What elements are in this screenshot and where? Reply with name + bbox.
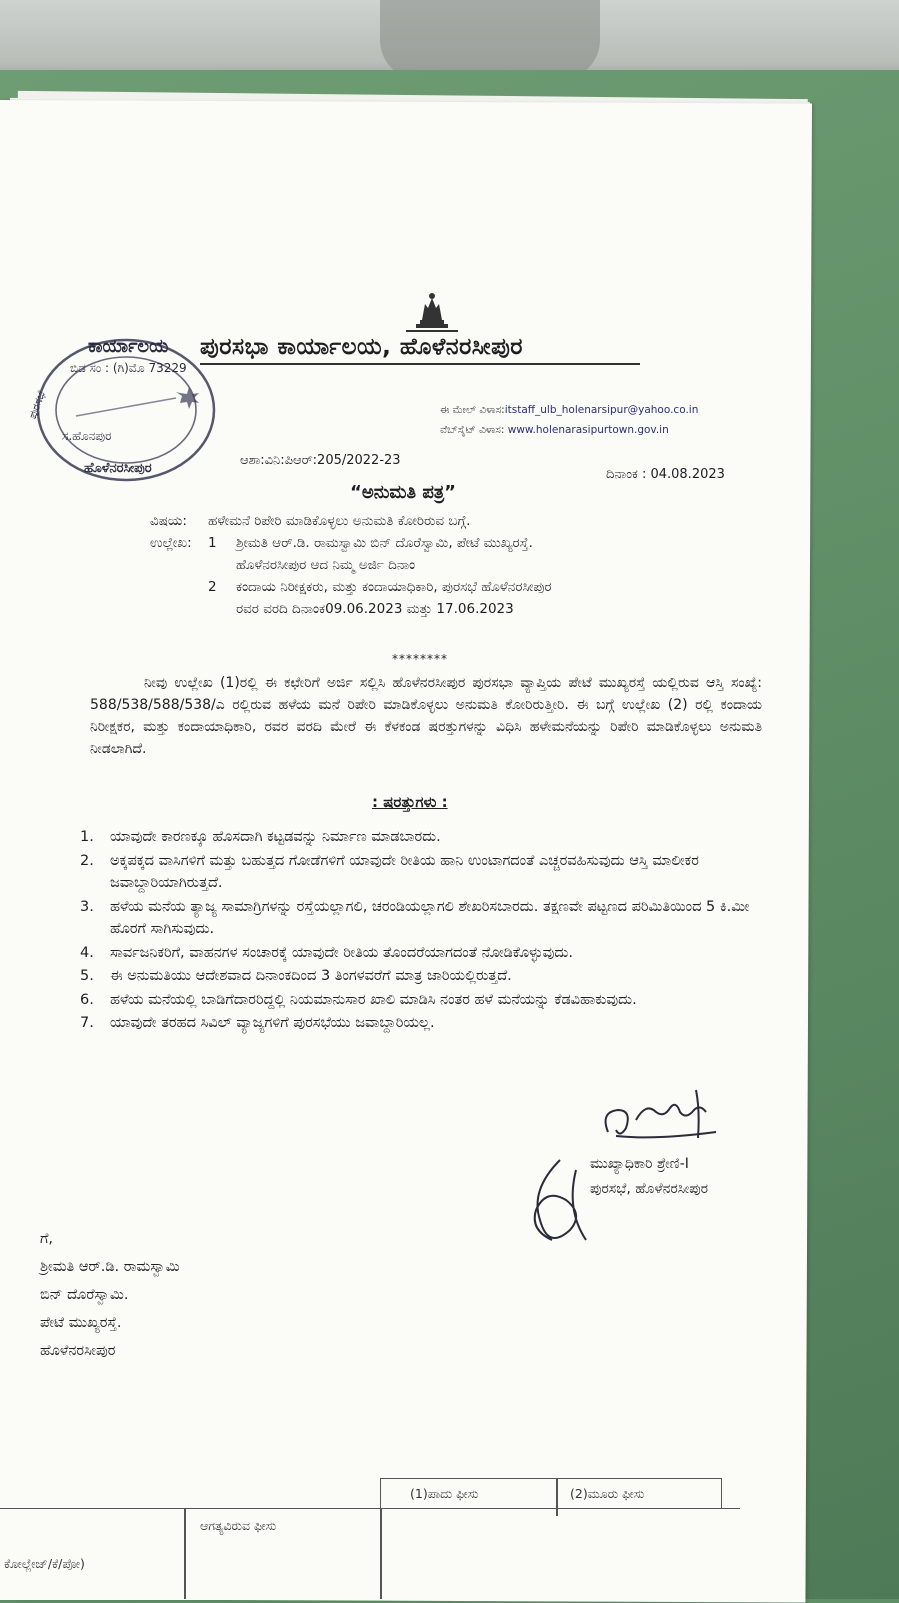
signatory-block bbox=[590, 1152, 708, 1202]
recipient-line: ಶ್ರೀಮತಿ ಆರ್.ಡಿ. ರಾಮಸ್ವಾಮಿ bbox=[40, 1259, 180, 1275]
website-url: www.holenarasipurtown.gov.in bbox=[507, 424, 669, 436]
reference-1 bbox=[150, 532, 552, 554]
subject-label: ವಿಷಯ: bbox=[150, 513, 187, 529]
condition-item: 6. ಹಳೆಯ ಮನೆಯಲ್ಲಿ ಬಾಡಿಗೆದಾರರಿದ್ದಲ್ಲಿ ನಿಯಮಾನುಸಾರ ಖಾಲಿ ಮಾಡಿಸಿ ನಂತರ ಹಳೆ ಮನೆಯನ್ನು ಕೆಡವಿಹಾಕುವುದು. bbox=[80, 991, 637, 1008]
reference-2-line2: ರವರ ವರದಿ ದಿನಾಂಕ09.06.2023 ಮತ್ತು 17.06.2023 bbox=[236, 601, 514, 617]
table-row bbox=[0, 1508, 740, 1600]
recipient-block bbox=[40, 1225, 180, 1365]
letter-date: ದಿನಾಂಕ : 04.08.2023 bbox=[606, 467, 725, 482]
signatory-office: ಪುರಸಭೆ, ಹೊಳೆನರಸೀಪುರ bbox=[590, 1181, 709, 1197]
body-paragraph: ನೀವು ಉಲ್ಲೇಖ (1)ರಲ್ಲಿ ಈ ಕಛೇರಿಗೆ ಅರ್ಜಿ ಸಲ್ಲಿಸಿ ಹೊಳೆನರಸೀಪುರ ಪುರಸಭಾ ವ್ಯಾಪ್ತಿಯ ಪೇಟೆ ಮುಖ್ಯರಸ್ತೆ ಯಲ್ಲಿರುವ ಆಸ್ತಿ ಸಂಖ್ಯೆ: 588/538/588/538/ಎ ರಲ್ಲಿರುವ ಹಳೆಯ ಮನೆ ರಿಪೇರಿ ಮಾಡಿಕೊಳ್ಳಲು ಅನುಮತಿ ಕೋರಿರುತ್ತೀರಿ. ಈ ಬಗ್ಗೆ ಉಲ್ಲೇಖ (2) ರಲ್ಲಿ ಕಂದಾಯ ನಿರೀಕ್ಷಕರ, ಮತ್ತು ಕಂದಾಯಾಧಿಕಾರಿ, ರವರ ವರದಿ ಮೇರೆ ಈ ಕೆಳಕಂಡ ಷರತ್ತುಗಳನ್ನು ವಿಧಿಸಿ ಹಳೇಮನೆಯನ್ನು ರಿಪೇರಿ ಮಾಡಿಕೊಳ್ಳಲು ಅನುಮತಿ ನೀಡಲಾಗಿದೆ. bbox=[90, 675, 762, 757]
recipient-line: ಪೇಟೆ ಮುಖ್ಯರಸ್ತೆ. bbox=[40, 1315, 122, 1331]
state-emblem-icon bbox=[392, 290, 472, 338]
website-label: ವೆಬ್‌ಸೈಟ್ ವಿಳಾಸ: bbox=[440, 424, 505, 436]
reference-1-line2: ಹೊಳೆನರಸೀಪುರ ಆದ ನಿಮ್ಮ ಅರ್ಜಿ ದಿನಾಂ bbox=[236, 557, 416, 573]
office-title: ಪುರಸಭಾ ಕಾರ್ಯಾಲಯ, ಹೊಳೆನರಸೀಪುರ bbox=[200, 334, 640, 365]
seal-text-top: ಕಾರ್ಯಾಲಯ bbox=[88, 336, 169, 357]
to-label: ಗೆ, bbox=[40, 1231, 54, 1247]
signatory-title: ಮುಖ್ಯಾಧಿಕಾರಿ ಶ್ರೇಣಿ-I bbox=[590, 1156, 689, 1172]
reference-number-2: 2 bbox=[208, 579, 217, 595]
table-cell: (2)ಮೂರು ಫೀಸು bbox=[570, 1486, 645, 1501]
reference-label: ಉಲ್ಲೇಖ: bbox=[150, 535, 192, 551]
document-title: “ಅನುಮತಿ ಪತ್ರ” bbox=[350, 482, 457, 503]
conditions-list bbox=[80, 826, 770, 1036]
reference-number: ಆಶಾ:ವಿನಿ:ಪಿಆರ್:205/2022-23 bbox=[240, 453, 401, 468]
reference-1-line1: ಶ್ರೀಮತಿ ಆರ್.ಡಿ. ರಾಮಸ್ವಾಮಿ ಬಿನ್ ದೊರೆಸ್ವಾಮಿ, ಪೇಟೆ ಮುಖ್ಯರಸ್ತೆ. bbox=[236, 535, 533, 551]
condition-item: 5. ಈ ಅನುಮತಿಯು ಆದೇಶವಾದ ದಿನಾಂಕದಿಂದ 3 ತಿಂಗಳವರೆಗೆ ಮಾತ್ರ ಜಾರಿಯಲ್ಲಿರುತ್ತದೆ. bbox=[80, 968, 512, 984]
under-sheet-table bbox=[0, 1478, 740, 1599]
separator: ******** bbox=[392, 652, 448, 666]
email-label: ಈ ಮೇಲ್ ವಿಳಾಸ: bbox=[440, 404, 505, 416]
condition-item: 4. ಸಾರ್ವಜನಿಕರಿಗೆ, ವಾಹನಗಳ ಸಂಚಾರಕ್ಕೆ ಯಾವುದೇ ರೀತಿಯ ತೊಂದರೆಯಾಗದಂತೆ ನೋಡಿಕೊಳ್ಳುವುದು. bbox=[80, 944, 573, 961]
seal-number: ಬಿಡ ಸಂ : (ಗಿ)ಮೊ 73229 bbox=[70, 361, 187, 375]
signature bbox=[596, 1080, 736, 1150]
seal-text-bottom: ಹೊಳೆನರಸೀಪುರ bbox=[84, 461, 152, 476]
contact-block bbox=[440, 400, 698, 440]
recipient-line: ಬಿನ್ ದೊರೆಸ್ವಾಮಿ. bbox=[40, 1287, 129, 1303]
seal-text-mid: ಸ.ಹೊನಪುರ bbox=[62, 429, 112, 443]
background-object bbox=[380, 0, 600, 80]
reference-number-1: 1 bbox=[208, 535, 217, 551]
conditions-heading: : ಷರತ್ತುಗಳು : bbox=[372, 793, 448, 811]
recipient-line: ಹೊಳೆನರಸೀಪುರ bbox=[40, 1343, 116, 1359]
condition-item: 3. ಹಳೆಯ ಮನೆಯ ತ್ಯಾಜ್ಯ ಸಾಮಾಗ್ರಿಗಳನ್ನು ರಸ್ತೆಯಲ್ಲಾಗಲಿ, ಚರಂಡಿಯಲ್ಲಾಗಲಿ ಶೇಖರಿಸಬಾರದು. ತಕ್ಷಣವೇ ಪಟ್ಟಣದ ಪರಿಮಿತಿಯಿಂದ 5 ಕಿ.ಮೀ ಹೊರಗೆ ಸಾಗಿಸುವುದು. bbox=[80, 898, 750, 937]
table-cell: ಆಗತ್ಯವಿರುವ ಫೀಸು bbox=[200, 1518, 277, 1533]
table-divider bbox=[556, 1478, 558, 1516]
subject-line bbox=[150, 510, 552, 532]
signature-flourish bbox=[520, 1150, 600, 1255]
subject-block bbox=[150, 510, 552, 620]
reference-2-line1: ಕಂದಾಯ ನಿರೀಕ್ಷಕರು, ಮತ್ತು ಕಂದಾಯಾಧಿಕಾರಿ, ಪುರಸಭೆ ಹೊಳೆನರಸೀಪುರ bbox=[236, 579, 552, 595]
condition-item: 7. ಯಾವುದೇ ತರಹದ ಸಿವಿಲ್ ವ್ಯಾಜ್ಯಗಳಿಗೆ ಪುರಸಭೆಯು ಜವಾಬ್ದಾರಿಯಲ್ಲ. bbox=[80, 1015, 435, 1031]
table-divider bbox=[380, 1508, 382, 1599]
email-line bbox=[440, 400, 698, 420]
office-seal-stamp bbox=[26, 332, 236, 487]
table-cell: ಕೋಲ್ಲೇಜ್/ಕೆ/ಪೋ) bbox=[4, 1556, 85, 1571]
reference-2 bbox=[150, 576, 552, 598]
seal-text-left: ಪುರಸಭೆ bbox=[26, 389, 48, 421]
subject-text: ಹಳೇಮನೆ ರಿಪೇರಿ ಮಾಡಿಕೊಳ್ಳಲು ಅನುಮತಿ ಕೋರಿರುವ ಬಗ್ಗೆ. bbox=[208, 513, 471, 529]
condition-item: 1. ಯಾವುದೇ ಕಾರಣಕ್ಕೂ ಹೊಸದಾಗಿ ಕಟ್ಟಡವನ್ನು ನಿರ್ಮಾಣ ಮಾಡಬಾರದು. bbox=[80, 829, 441, 845]
table-cell: (1)ಪಾದು ಫೀಸು bbox=[410, 1486, 479, 1501]
website-line bbox=[440, 420, 698, 440]
condition-item: 2. ಅಕ್ಕಪಕ್ಕದ ವಾಸಿಗಳಿಗೆ ಮತ್ತು ಬಹುತ್ತದ ಗೋಡೆಗಳಿಗೆ ಯಾವುದೇ ರೀತಿಯ ಹಾನಿ ಉಂಟಾಗದಂತೆ ಎಚ್ಚರವಹಿಸುವುದು ಆಸ್ತಿ ಮಾಲೀಕರ ಜವಾಬ್ದಾರಿಯಾಗಿರುತ್ತದೆ. bbox=[80, 852, 699, 891]
email-address: itstaff_ulb_holenarsipur@yahoo.co.in bbox=[504, 404, 699, 416]
table-divider bbox=[184, 1508, 186, 1599]
